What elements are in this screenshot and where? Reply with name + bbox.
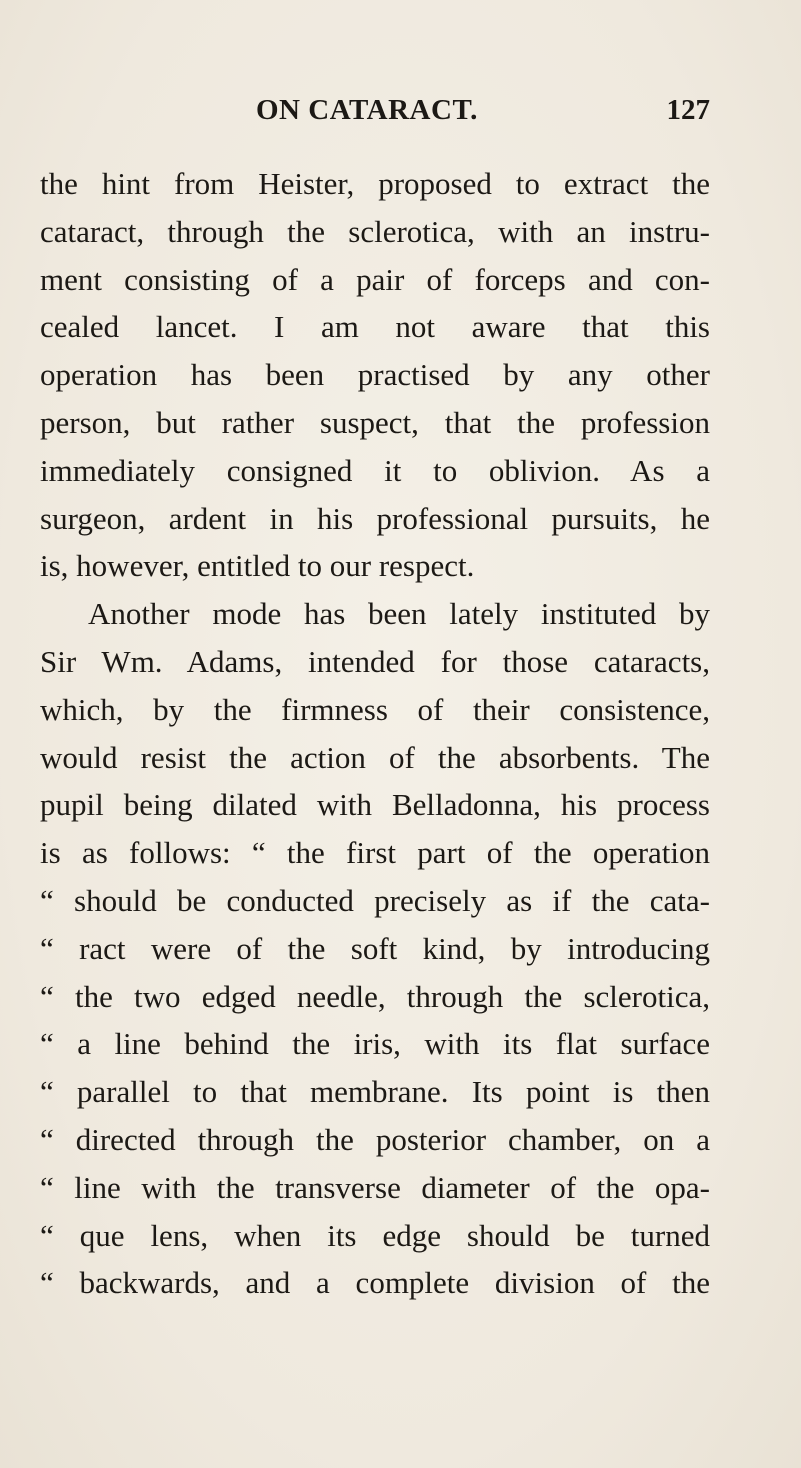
page-number: 127 (666, 94, 710, 126)
text-line: “ the two edged needle, through the sclerotica, (40, 978, 710, 1014)
running-title: ON CATARACT. (256, 94, 478, 126)
text-line: Sir Wm. Adams, intended for those cataracts, (40, 643, 710, 679)
text-line: “ line with the transverse diameter of the opa- (40, 1169, 710, 1205)
text-line: the hint from Heister, proposed to extract the (40, 166, 710, 201)
text-line: “ should be conducted precisely as if the cata- (40, 882, 710, 918)
text-line: immediately consigned it to oblivion. As a (40, 452, 710, 488)
text-line: which, by the firmness of their consistence, (40, 691, 710, 727)
text-line: would resist the action of the absorbents. The (40, 739, 710, 775)
text-line: is, however, entitled to our respect. (40, 548, 475, 584)
text-line: operation has been practised by any other (40, 357, 710, 393)
text-line: “ backwards, and a complete division of the (40, 1265, 710, 1301)
text-line: person, but rather suspect, that the profession (40, 404, 710, 440)
text-line: surgeon, ardent in his professional pursuits, he (40, 500, 710, 536)
text-line: Another mode has been lately instituted by (88, 596, 710, 632)
body-text (40, 160, 710, 1307)
text-line: “ parallel to that membrane. Its point is then (40, 1074, 710, 1110)
text-line: “ a line behind the iris, with its flat surface (40, 1026, 710, 1062)
text-line: is as follows: “ the first part of the operation (40, 835, 710, 871)
text-line: “ ract were of the soft kind, by introducing (40, 930, 710, 966)
text-line: “ directed through the posterior chamber, on a (40, 1121, 710, 1157)
text-line: “ que lens, when its edge should be turned (40, 1217, 710, 1253)
running-head (40, 94, 710, 134)
text-line: pupil being dilated with Belladonna, his process (40, 787, 710, 823)
text-line: ment consisting of a pair of forceps and con- (40, 261, 710, 297)
text-line: cataract, through the sclerotica, with an instru- (40, 213, 710, 249)
text-line: cealed lancet. I am not aware that this (40, 309, 710, 345)
